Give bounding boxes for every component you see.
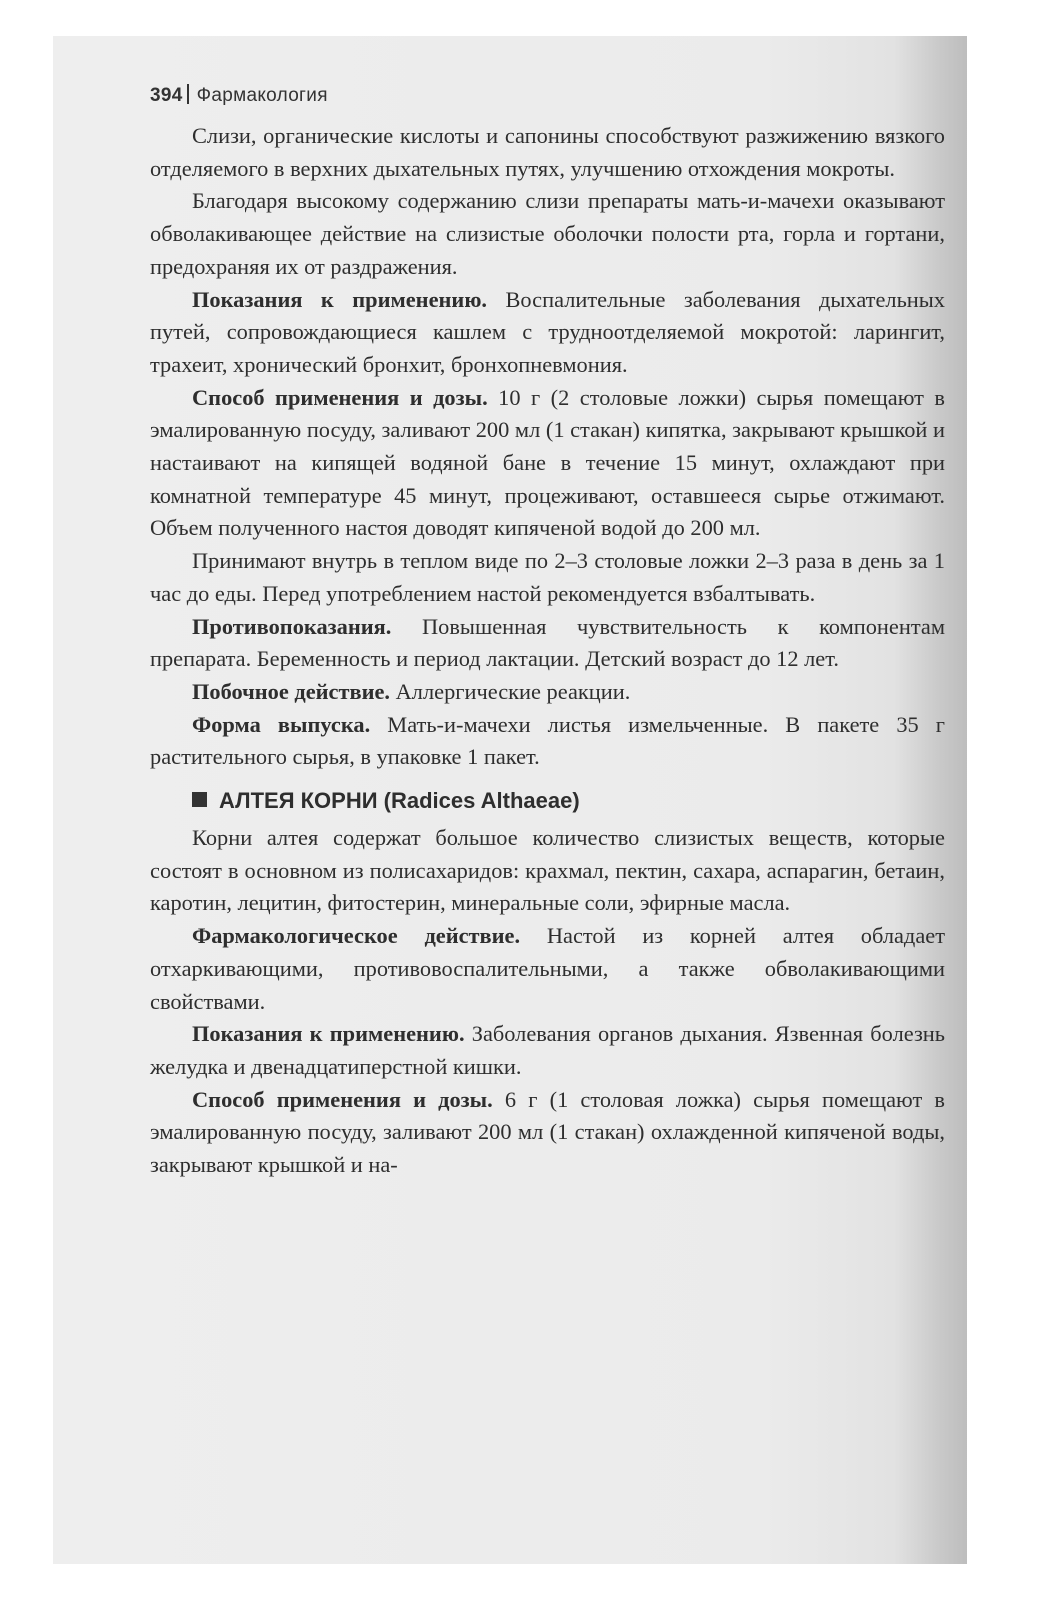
paragraph-text: Благодаря высокому содержанию слизи препараты мать-и-мачехи оказывают обволакивающее действие на слизистые оболочки полости рта, горла и гортани, предохраняя их от раздражения.	[150, 188, 945, 279]
paragraph-dosage	[150, 382, 945, 546]
paragraph-label: Фармакологическое действие.	[192, 923, 521, 949]
paragraph	[150, 822, 945, 920]
page-content	[150, 84, 945, 1182]
section-title: АЛТЕЯ КОРНИ (Radices Althaeae)	[219, 788, 580, 814]
running-title: Фармакология	[196, 85, 328, 106]
paragraph-release-form	[150, 709, 945, 774]
paragraph-text: Слизи, органические кислоты и сапонины способствуют разжижению вязкого отделяемого в верхних дыхательных путях, улучшению отхождения мокроты.	[150, 123, 945, 181]
paragraph-text: Корни алтея содержат большое количество слизистых веществ, которые состоят в основном из полисахаридов: крахмал, пектин, сахара, аспарагин, бетаин, каротин, лецитин, фитостерин, минеральные соли, эфирные масла.	[150, 825, 945, 916]
paragraph-text: Принимают внутрь в теплом виде по 2–3 столовые ложки 2–3 раза в день за 1 час до еды. Перед употреблением настой рекомендуется взбалтывать.	[150, 548, 945, 606]
paragraph-side-effects	[150, 676, 945, 709]
paragraph-indications	[150, 284, 945, 382]
paragraph-text: Заболевания органов дыхания. Язвенная болезнь желудка и двенадцатиперстной кишки.	[150, 1021, 945, 1079]
paragraph	[150, 120, 945, 185]
page-number: 394	[150, 85, 183, 106]
paragraph-dosage	[150, 1084, 945, 1182]
paragraph-label: Форма выпуска.	[192, 711, 371, 737]
paragraph-label: Способ применения и дозы.	[192, 384, 488, 410]
section-heading	[192, 786, 945, 816]
paragraph-label: Побочное действие.	[192, 678, 391, 704]
paragraph-label: Показания к применению.	[192, 1021, 465, 1047]
paragraph-label: Противопоказания.	[192, 613, 392, 639]
paragraph-label: Способ применения и дозы.	[192, 1086, 493, 1112]
paragraph	[150, 185, 945, 283]
header-divider	[187, 84, 189, 104]
paragraph-text: Мать-и-мачехи листья измельченные. В пакете 35 г растительного сырья, в упаковке 1 пакет.	[150, 711, 945, 770]
paragraph-text: 10 г (2 столовые ложки) сырья помещают в эмалированную посуду, заливают 200 мл (1 стакан) кипятка, закрывают крышкой и настаивают на кипящей водяной бане в течение 15 минут, охлаждают при комнатной температуре 45 минут, процеживают, оставшееся сырье отжимают. Объем полученного настоя доводят кипяченой водой до 200 мл.	[150, 384, 945, 541]
paragraph-text: Воспалительные заболевания дыхательных путей, сопровождающиеся кашлем с трудноотделяемой мокротой: ларингит, трахеит, хронический бронхит, бронхопневмония.	[150, 286, 946, 377]
paragraph-contraindications	[150, 611, 945, 676]
paragraph-text: Повышенная чувствительность к компонентам препарата. Беременность и период лактации. Детский возраст до 12 лет.	[150, 613, 945, 672]
paragraph-pharmacology	[150, 920, 945, 1018]
running-header	[150, 84, 945, 107]
paragraph-text: Настой из корней алтея обладает отхаркивающими, противовоспалительными, а также обволакивающими свойствами.	[150, 923, 945, 1014]
paragraph	[150, 545, 945, 610]
paragraph-label: Показания к применению.	[192, 286, 488, 312]
paragraph-text: 6 г (1 столовая ложка) сырья помещают в эмалированную посуду, заливают 200 мл (1 стакан) охлажденной кипяченой воды, закрывают крышкой и на-	[150, 1086, 945, 1178]
square-bullet-icon	[192, 792, 207, 807]
paragraph-indications	[150, 1018, 945, 1083]
paragraph-text: Аллергические реакции.	[390, 678, 631, 704]
